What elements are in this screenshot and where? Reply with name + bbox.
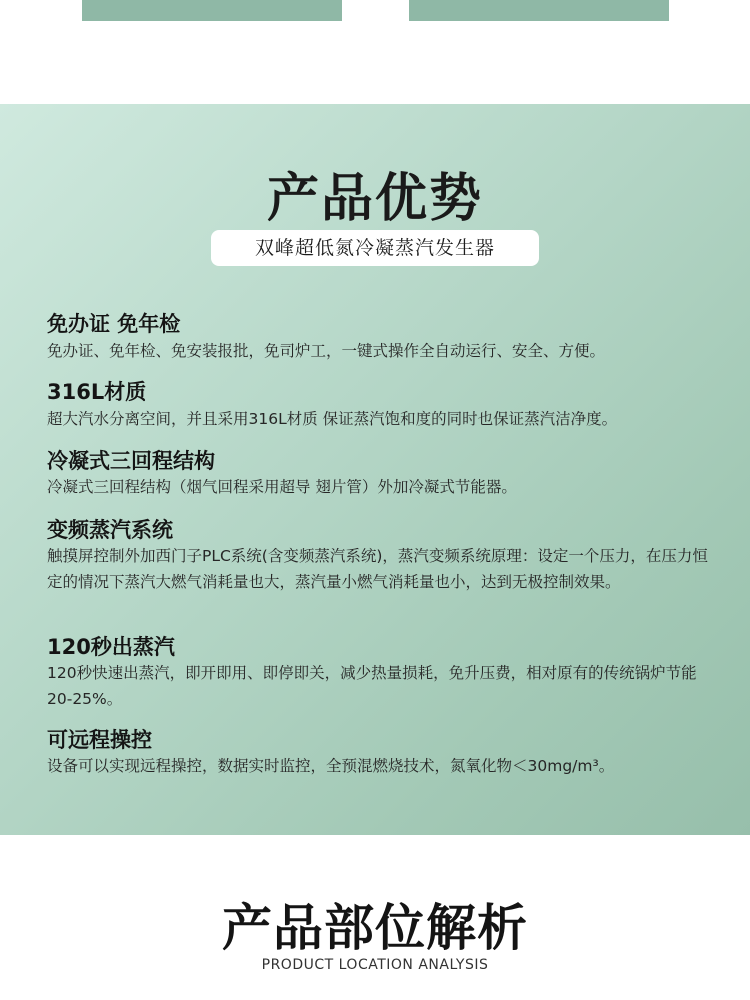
advantages-section [0,104,750,835]
advantage-desc-1: 免办证、免年检、免安装报批，免司炉工，一键式操作全自动运行、安全、方便。 [47,342,606,360]
advantage-desc-3: 冷凝式三回程结构（烟气回程采用超导 翅片管）外加冷凝式节能器。 [47,478,517,496]
advantage-desc-4: 触摸屏控制外加西门子PLC系统(含变频蒸汽系统)，蒸汽变频系统原理：设定一个压力，在压力恒定的情况下蒸汽大燃气消耗量也大，蒸汽量小燃气消耗量也小，达到无极控制效果。 [47,547,708,591]
advantage-heading-5: 120秒出蒸汽 [47,635,175,659]
advantage-heading-6: 可远程操控 [47,728,152,752]
advantage-heading-3: 冷凝式三回程结构 [47,449,215,473]
advantage-heading-1: 免办证 免年检 [47,312,181,336]
top-image-bar-left [82,0,342,21]
advantages-title: 产品优势 [266,169,483,229]
advantage-heading-4: 变频蒸汽系统 [47,518,173,542]
advantages-subtitle-pill: 双峰超低氮冷凝蒸汽发生器 [211,230,539,266]
analysis-subtitle: PRODUCT LOCATION ANALYSIS [261,957,489,973]
advantage-desc-5: 120秒快速出蒸汽，即开即用、即停即关，减少热量损耗，免升压费，相对原有的传统锅炉节能20-25%。 [47,664,697,708]
top-image-bar-right [409,0,669,21]
advantage-heading-2: 316L材质 [47,380,147,404]
advantage-desc-2: 超大汽水分离空间，并且采用316L材质 保证蒸汽饱和度的同时也保证蒸汽洁净度。 [47,410,618,428]
analysis-title: 产品部位解析 [222,899,528,957]
advantage-desc-6: 设备可以实现远程操控，数据实时监控，全预混燃烧技术，氮氧化物＜30mg/m³。 [47,757,615,775]
